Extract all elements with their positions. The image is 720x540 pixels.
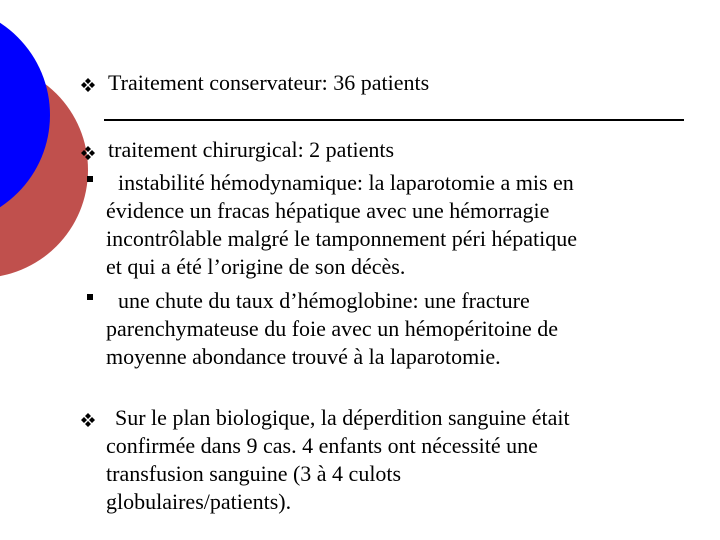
biological-line-2: confirmée dans 9 cas. 4 enfants ont nécessité une [106, 433, 538, 458]
instability-line-3: incontrôlable malgré le tamponnement péri hépatique [106, 226, 577, 251]
instability-line-4: et qui a été l’origine de son décès. [106, 254, 406, 279]
decorative-circles [0, 0, 120, 300]
four-diamond-bullet-icon [80, 77, 96, 93]
square-bullet-icon [87, 176, 93, 182]
biological-line-1: Sur le plan biologique, la déperdition sanguine était [115, 405, 570, 430]
instability-line-1: instabilité hémodynamique: la laparotomie a mis en [118, 170, 574, 195]
four-diamond-bullet-icon [80, 412, 96, 428]
surgical-treatment-text: traitement chirurgical: 2 patients [108, 137, 395, 162]
instability-line-2: évidence un fracas hépatique avec une hémorragie [106, 198, 550, 223]
hemoglobin-line-3: moyenne abondance trouvé à la laparotomie. [106, 344, 501, 369]
hemoglobin-line-2: parenchymateuse du foie avec un hémopéritoine de [106, 316, 559, 341]
biological-line-4: globulaires/patients). [106, 489, 292, 514]
hemoglobin-line-1: une chute du taux d’hémoglobine: une fracture [118, 288, 530, 313]
square-bullet-icon [87, 294, 93, 300]
four-diamond-bullet-icon [80, 145, 96, 161]
horizontal-rule [104, 119, 684, 121]
biological-line-3: transfusion sanguine (3 à 4 culots [106, 461, 402, 486]
conservative-treatment-text: Traitement conservateur: 36 patients [108, 70, 430, 95]
